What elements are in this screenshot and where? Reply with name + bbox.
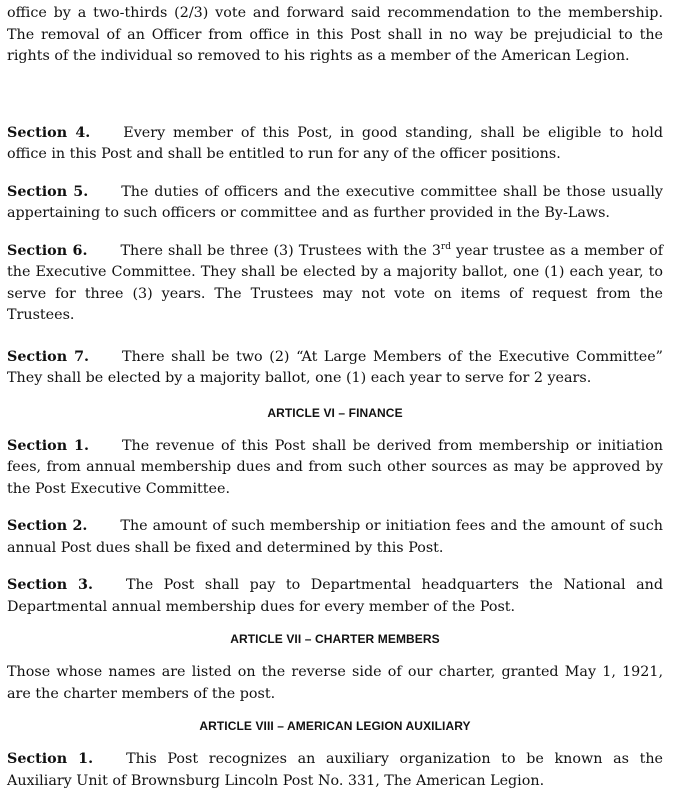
section-text: The Post shall pay to Departmental headquarters the National and Departmental annual membership dues for every member of the Post. bbox=[7, 577, 664, 615]
section-text: There shall be three (3) Trustees with the 3 bbox=[120, 242, 441, 259]
section-label: Section 4. bbox=[7, 124, 91, 141]
article-vi-heading: ARTICLE VI – FINANCE bbox=[267, 405, 403, 420]
section-text: The amount of such membership or initiation fees and the amount of such annual Post dues shall be fixed and determined by this Post. bbox=[7, 518, 663, 556]
section-text: There shall be two (2) “At Large Members of the Executive Committee” They shall be elected by a majority ballot, one (1) each year to serve for 2 years. bbox=[7, 348, 663, 386]
article-v-section-5 bbox=[7, 182, 663, 225]
article-vii-heading: ARTICLE VII – CHARTER MEMBERS bbox=[230, 632, 440, 646]
document-page bbox=[7, 3, 663, 792]
article-v-section-4 bbox=[7, 123, 663, 166]
section-text: This Post recognizes an auxiliary organization to be known as the Auxiliary Unit of Brownsburg Lincoln Post No. 331, The American Legion. bbox=[7, 751, 663, 789]
section-text: The duties of officers and the executive committee shall be those usually appertaining to such officers or committee and as further provided in the By-Laws. bbox=[7, 183, 664, 221]
section-label: Section 1. bbox=[7, 437, 89, 454]
section-label: Section 1. bbox=[7, 751, 94, 767]
article-vii-paragraph: Those whose names are listed on the reverse side of our charter, granted May 1, 1921, are the charter members of the post. bbox=[7, 664, 663, 702]
section-label: Section 3. bbox=[7, 577, 93, 593]
article-v-section-6 bbox=[7, 241, 663, 327]
section-label: Section 6. bbox=[7, 242, 88, 259]
superscript: rd bbox=[440, 241, 451, 252]
article-vi-section-1 bbox=[7, 436, 663, 501]
section-label: Section 2. bbox=[7, 518, 88, 534]
article-vi-section-3 bbox=[7, 575, 663, 618]
article-viii-section-1 bbox=[7, 749, 663, 792]
section-text: Every member of this Post, in good standing, shall be eligible to hold office in this Post and shall be entitled to run for any of the officer positions. bbox=[7, 124, 663, 162]
section-text: The revenue of this Post shall be derived from membership or initiation fees, from annual membership dues and from such other sources as may be approved by the Post Executive Committee. bbox=[7, 437, 664, 497]
article-v-section-7 bbox=[7, 347, 663, 390]
article-vi-section-2 bbox=[7, 516, 663, 559]
section-label: Section 5. bbox=[7, 183, 89, 200]
intro-paragraph: office by a two-thirds (2/3) vote and forward said recommendation to the membership. The removal of an Officer from office in this Post shall in no way be prejudicial to the rights of the individual so removed to his rights as a member of the American Legion. bbox=[7, 5, 663, 64]
section-label: Section 7. bbox=[7, 348, 90, 365]
article-viii-heading: ARTICLE VIII – AMERICAN LEGION AUXILIARY bbox=[199, 719, 471, 733]
section-text: year trustee as a member of the Executive Committee. They shall be elected by a majority ballot, one (1) each year, to serve for three (3) years. The Trustees may not vote on items of request from the Trustees. bbox=[7, 242, 663, 323]
